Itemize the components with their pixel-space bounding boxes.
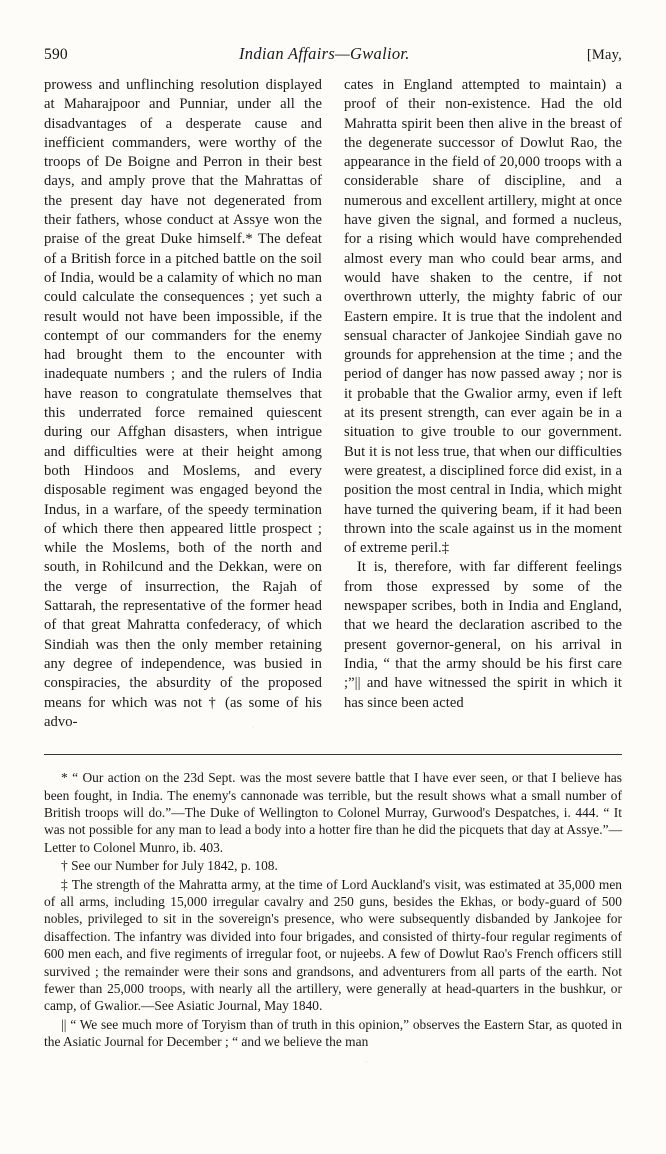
footnote-3-text: The strength of the Mahratta army, at the time of Lord Auckland's visit, was estimated at 35,000 men of all arms, including 15,000 irregular cavalry and 250 guns, besides the Ekhas, or body-guard of 500 nobles, privileged to sit in the sovereign's presence, who were subsequently disbanded by Jankojee for disaffection. The infantry was divided into four brigades, and consisted of thirty-four regular regiments of 600 men each, and five regiments of irregular foot, or nujeebs. A few of Dowlut Rao's French officers still survived ; the remainder were their sons and grandsons, and adventurers from all parts of the earth. Not fewer than 25,000 troops, with nearly all the artillery, were generally at head-quarters in the bushkur, or camp, of Gwalior.—See Asiatic Journal, May 1840. bbox=[44, 876, 623, 1014]
page-content bbox=[44, 44, 622, 1110]
footnote-1-mark: * bbox=[61, 770, 68, 786]
footnote-divider bbox=[44, 754, 622, 755]
footnote-2-mark: † bbox=[61, 858, 68, 874]
right-column-paragraph-1: cates in England attempted to maintain) a proof of their non-existence. Had the old Mahratta spirit been then alive in the breast of the degenerate successor of Dowlut Rao, the appearance in the field of 20,000 troops with a considerable share of discipline, and a numerous and excellent artillery, might at once have given the signal, and formed a nucleus, for a rising which would have comprehended almost every man who could bear arms, and would have shaken to the centre, if not overthrown utterly, the mighty fabric of our Eastern empire. It is true that the indolent and sensual character of Jankojee Sindiah gave no grounds for apprehension at the time ; and the period of danger has now passed away ; nor is it probable that the Gwalior army, even if left at its present strength, can ever again be in a situation to give trouble to our government. But it is not less true, that when our difficulties were greatest, a disciplined force did exist, in a position the most central in India, which might have turned the quivering beam, if it had been thrown into the scale against us in the moment of extreme peril.‡ bbox=[344, 77, 622, 557]
running-title: Indian Affairs—Gwalior. bbox=[239, 44, 410, 63]
footnote-1-text: “ Our action on the 23d Sept. was the most severe battle that I have ever seen, or that I believe has been fought, in India. The enemy's cannonade was terrible, but the result shows what a small number of British troops will do.”—The Duke of Wellington to Colonel Murray, Gurwood's Despatches, i. 444. “ It was not possible for any man to lead a body into a hotter fire than he did the picquets that day at Assye.”—Letter to Colonel Munro, ib. 403. bbox=[44, 770, 622, 855]
footnotes-section bbox=[44, 769, 622, 1051]
footnote-4-mark: || bbox=[61, 1016, 67, 1032]
right-column-paragraph-2: It is, therefore, with far different feelings from those expressed by some of the newspaper scribes, both in India and England, that we heard the declaration ascribed to the present governor-general, on his arrival in India, “ that the army should be his first care ;”|| and have witnessed the spirit in which it has since been acted bbox=[344, 559, 622, 711]
footnote-3 bbox=[44, 876, 622, 1015]
left-column-paragraph: prowess and unflinching resolution displayed at Maharajpoor and Punniar, under all the disadvantages of a desperate cause and inefficient commanders, were worthy of the troops of De Boigne and Perron in their best days, and amply prove that the Mahrattas of the present day have not degenerated from their fathers, whose conduct at Assye won the praise of the great Duke himself.* The defeat of a British force in a pitched battle on the soil of India, would be a calamity of which no man could calculate the consequences ; yet such a result would not have been impossible, if the contempt of our commanders for the enemy had brought them to the encounter with inadequate numbers ; and the rulers of India have reason to congratulate themselves that this underrated force remained quiescent during our Affghan disasters, when intrigue and difficulties were at their height among both Hindoos and Moslems, and every disposable regiment was engaged beyond the Indus, in a warfare, of the speedy termination of which there then appeared little prospect ; while the Moslems, both of the north and south, in Rohilcund and the Dekkan, were on the verge of insurrection, the Rajah of Sattarah, the representative of the former head of that great Mahratta confederacy, of which Sindiah was then the only member retaining any degree of independence, was busied in conspiracies, the absurdity of the proposed means for which was not † (as some of his advo- bbox=[44, 77, 322, 730]
running-head bbox=[44, 44, 622, 66]
footnote-4-text: “ We see much more of Toryism than of truth in this opinion,” observes the Eastern Star, as quoted in the Asiatic Journal for December ; “ and we believe the man bbox=[44, 1016, 622, 1050]
footnote-1 bbox=[44, 769, 622, 856]
footnote-3-mark: ‡ bbox=[61, 876, 69, 892]
issue-month: [May, bbox=[586, 47, 622, 63]
column-left bbox=[44, 76, 322, 732]
footnote-2 bbox=[44, 857, 622, 874]
footnote-2-text: See our Number for July 1842, p. 108. bbox=[71, 858, 278, 874]
two-column-body bbox=[44, 76, 622, 732]
page-number: 590 bbox=[44, 46, 68, 63]
column-right bbox=[344, 76, 622, 732]
footnote-4 bbox=[44, 1016, 622, 1051]
